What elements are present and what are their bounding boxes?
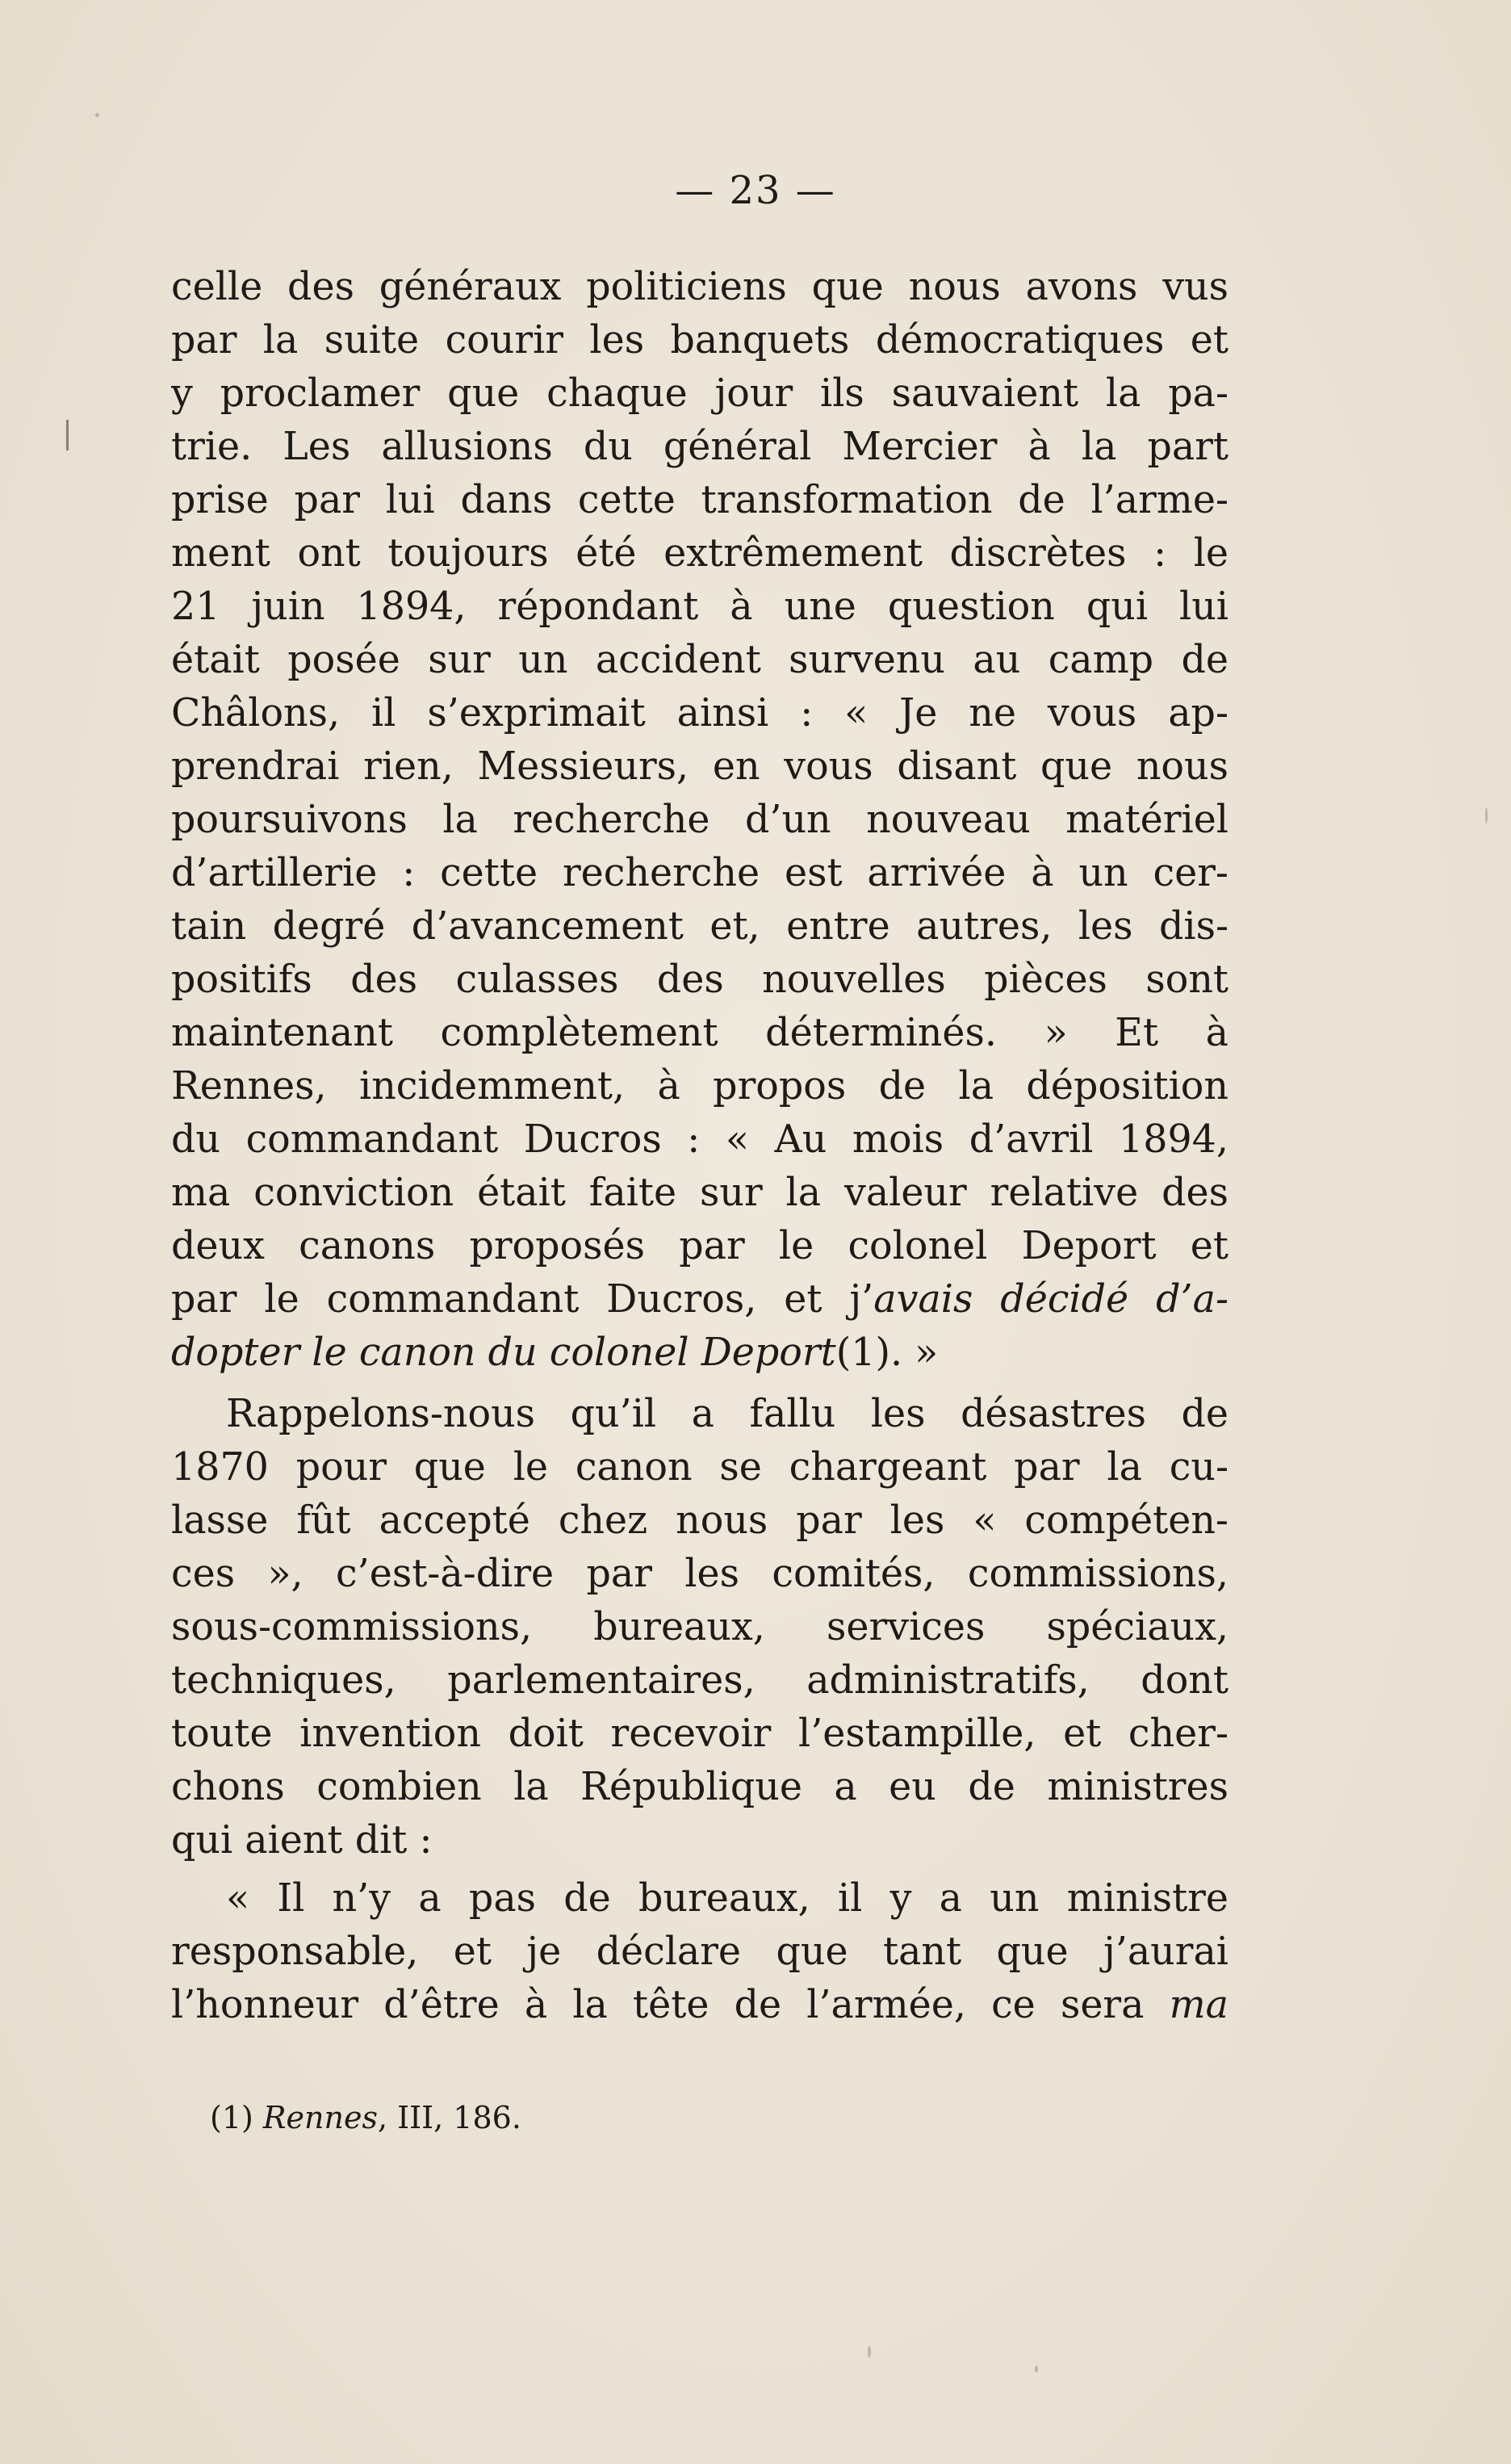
paper-speck <box>1035 2366 1038 2373</box>
text-line: maintenant complètement déterminés. » Et à <box>171 1011 1228 1055</box>
text-line: celle des généraux politiciens que nous avons vus <box>171 265 1228 309</box>
margin-mark <box>66 420 69 450</box>
text-line: chons combien la République a eu de ministres <box>171 1765 1228 1809</box>
text-line <box>171 1981 1228 2030</box>
italic-run: dopter le canon du colonel Deport <box>171 1330 836 1375</box>
text-line: toute invention doit recevoir l’estampille, et cher- <box>171 1712 1228 1756</box>
text-line: poursuivons la recherche d’un nouveau matériel <box>171 798 1228 842</box>
text-line: tain degré d’avancement et, entre autres, les dis- <box>171 904 1228 949</box>
text-line: positifs des culasses des nouvelles pièces sont <box>171 958 1228 1002</box>
text-line: ma conviction était faite sur la valeur relative des <box>171 1171 1228 1215</box>
text-line: d’artillerie : cette recherche est arrivée à un cer- <box>171 851 1228 895</box>
text-line: sous-commissions, bureaux, services spéciaux, <box>171 1605 1228 1649</box>
text-line: techniques, parlementaires, administratifs, dont <box>171 1658 1228 1703</box>
page-number: — 23 — <box>675 168 836 213</box>
text-line: trie. Les allusions du général Mercier à la part <box>171 425 1228 469</box>
text-line: qui aient dit : <box>171 1818 433 1863</box>
paper-speck <box>868 2346 871 2357</box>
text-run: l’honneur d’être à la tête de l’armée, ce sera <box>171 1983 1170 2027</box>
text-line: ces », c’est-à-dire par les comités, commissions, <box>171 1552 1228 1596</box>
footnote-source: Rennes <box>262 2100 378 2135</box>
text-line: du commandant Ducros : « Au mois d’avril 1894, <box>171 1117 1228 1162</box>
text-line: « Il n’y a pas de bureaux, il y a un ministre <box>226 1876 1228 1921</box>
footnote-marker: (1) <box>210 2100 263 2135</box>
italic-run: ma <box>1169 1983 1228 2027</box>
text-line: y proclamer que chaque jour ils sauvaient la pa- <box>171 371 1228 416</box>
text-line: Châlons, il s’exprimait ainsi : « Je ne vous ap- <box>171 691 1228 735</box>
text-line: était posée sur un accident survenu au camp de <box>171 638 1228 682</box>
paper-speck <box>95 113 99 117</box>
text-line: par la suite courir les banquets démocratiques et <box>171 318 1228 362</box>
text-run: (1). » <box>835 1330 939 1375</box>
text-line: 1870 pour que le canon se chargeant par la cu- <box>171 1445 1228 1490</box>
text-line: responsable, et je déclare que tant que j’aurai <box>171 1930 1228 1974</box>
text-line: lasse fût accepté chez nous par les « compéten- <box>171 1498 1228 1543</box>
text-run: par le commandant Ducros, et j’ <box>171 1277 874 1322</box>
text-line: 21 juin 1894, répondant à une question qui lui <box>171 585 1228 629</box>
text-line: Rennes, incidemment, à propos de la déposition <box>171 1064 1228 1108</box>
text-line: prendrai rien, Messieurs, en vous disant que nous <box>171 744 1228 789</box>
footnote-reference: , III, 186. <box>377 2100 521 2135</box>
text-line: deux canons proposés par le colonel Deport et <box>171 1224 1228 1268</box>
footnote <box>210 2097 521 2138</box>
text-line: ment ont toujours été extrêmement discrètes : le <box>171 531 1228 576</box>
text-line <box>171 1329 1228 1377</box>
italic-run: avais décidé d’a- <box>873 1277 1228 1322</box>
text-line: Rappelons-nous qu’il a fallu les désastres de <box>226 1392 1228 1436</box>
paper-speck <box>1485 807 1488 823</box>
text-line <box>171 1276 1228 1324</box>
text-line: prise par lui dans cette transformation de l’arme- <box>171 478 1228 522</box>
